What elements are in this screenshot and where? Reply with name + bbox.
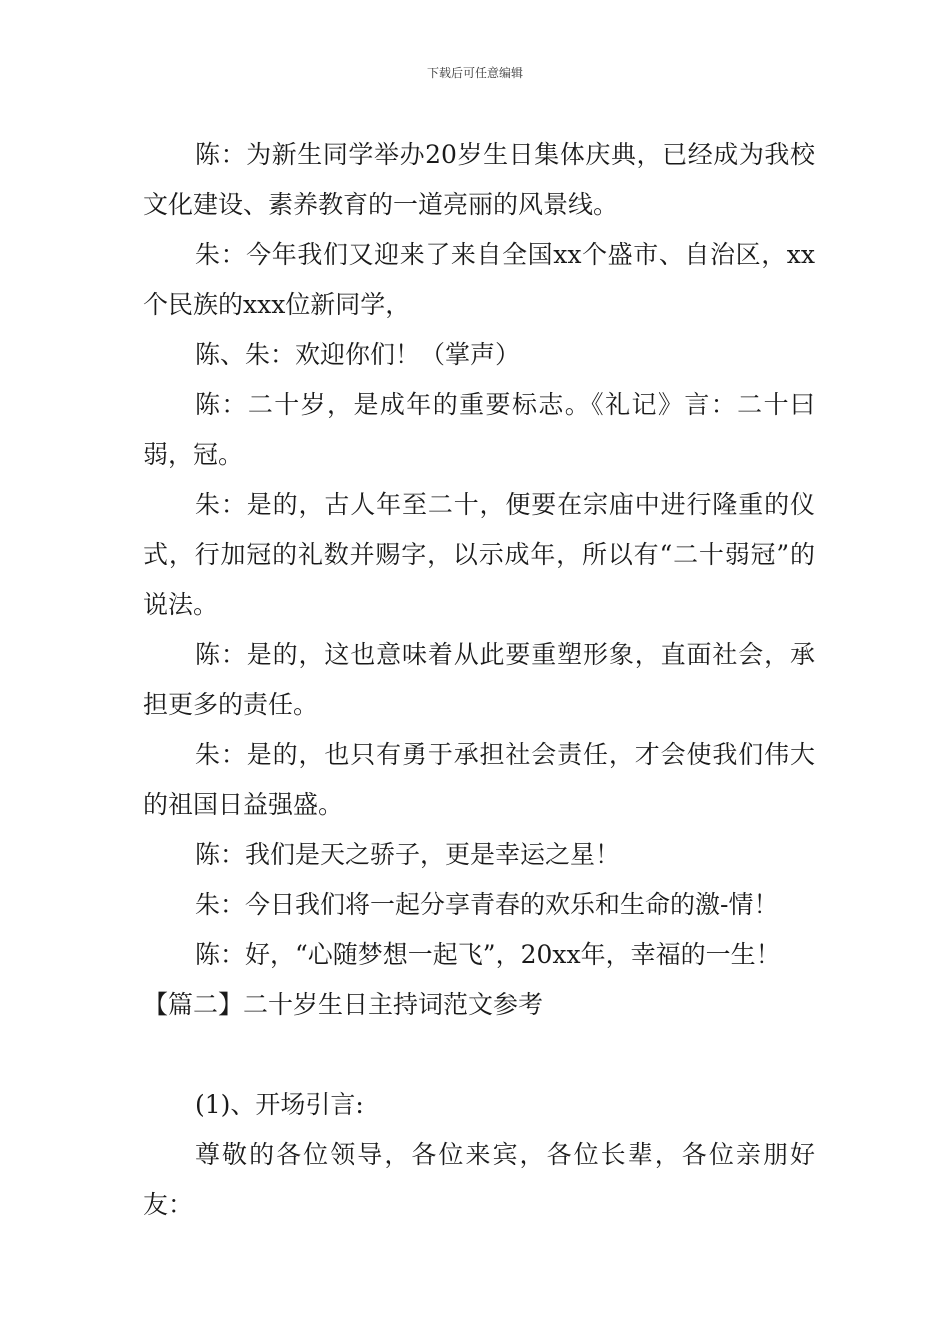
paragraph: 朱：今日我们将一起分享青春的欢乐和生命的激-情！ [195,890,779,919]
document-body [143,130,815,1230]
paragraph: 陈：二十岁，是成年的重要标志。《礼记》言：二十曰弱，冠。 [143,390,815,469]
paragraph: 尊敬的各位领导，各位来宾，各位长辈，各位亲朋好友： [143,1140,815,1219]
paragraph: 朱：今年我们又迎来了来自全国xx个盛市、自治区，xx个民族的xxx位新同学， [143,240,815,319]
section-title: 【篇二】二十岁生日主持词范文参考 [143,990,544,1019]
paragraph: 朱：是的，也只有勇于承担社会责任，才会使我们伟大的祖国日益强盛。 [143,740,815,819]
paragraph: 陈：我们是天之骄子，更是幸运之星！ [195,840,621,869]
paragraph: 陈：是的，这也意味着从此要重塑形象，直面社会，承担更多的责任。 [143,640,815,719]
paragraph: (1)、开场引言: [195,1090,364,1119]
paragraph: 朱：是的，古人年至二十，便要在宗庙中进行隆重的仪式，行加冠的礼数并赐字，以示成年，所以有“二十弱冠”的说法。 [143,490,815,619]
page-header: 下载后可任意编辑 [426,66,523,80]
paragraph: 陈、朱：欢迎你们！（掌声） [195,340,521,369]
paragraph: 陈：为新生同学举办20岁生日集体庆典，已经成为我校文化建设、素养教育的一道亮丽的风景线。 [143,140,815,219]
blank-line [143,1030,815,1080]
paragraph: 陈：好，“心随梦想一起飞”，20xx年，幸福的一生！ [195,940,781,969]
